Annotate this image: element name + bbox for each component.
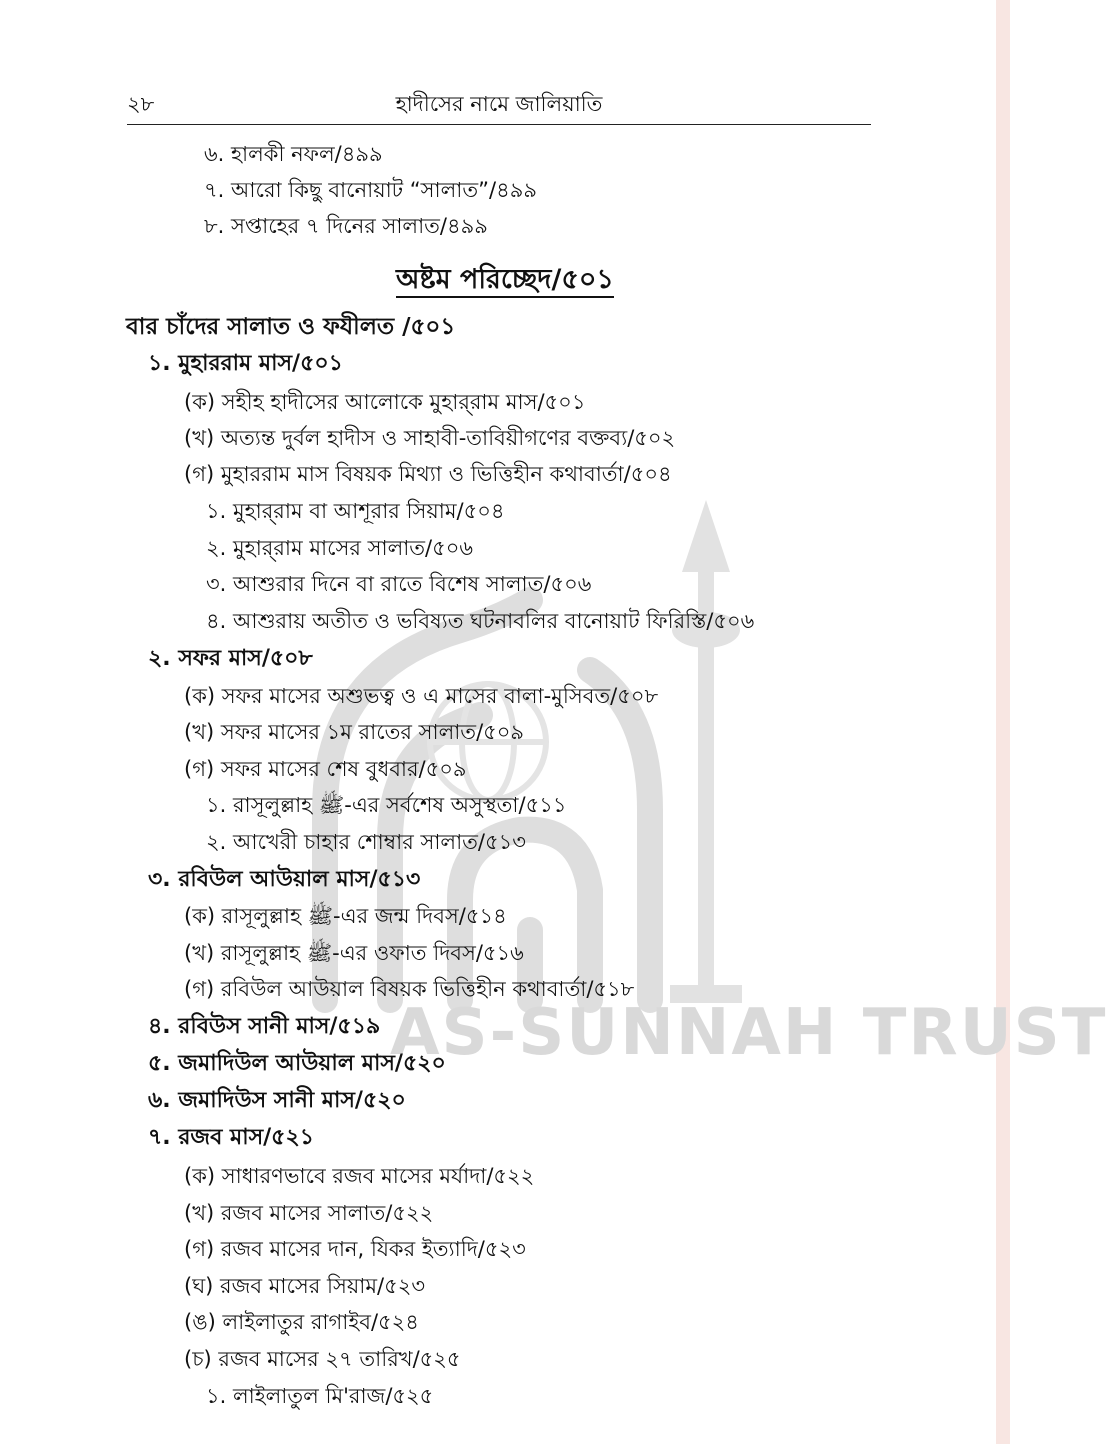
toc-subitem: ১. মুহার্‌রাম বা আশূরার সিয়াম/৫০৪ [206,499,505,523]
month-heading: ৬. জমাদিউস সানী মাস/৫২০ [148,1088,406,1113]
part-heading: বার চাঁদের সালাত ও ফযীলত /৫০১ [126,314,456,340]
toc-item: ৬. হালকী নফল/৪৯৯ [204,142,383,166]
toc-subitem: ১. রাসূলুল্লাহ ﷺ-এর সর্বশেষ অসুস্থতা/৫১১ [206,793,567,817]
toc-subitem: ২. আখেরী চাহার শোম্বার সালাত/৫১৩ [206,830,526,854]
toc-item: (খ) সফর মাসের ১ম রাতের সালাত/৫০৯ [184,720,525,744]
toc-subitem: ২. মুহার্‌রাম মাসের সালাত/৫০৬ [206,536,474,560]
toc-item: (ক) সফর মাসের অশুভত্ব ও এ মাসের বালা-মুসিবত/৫০৮ [184,684,659,708]
page-header [127,86,871,125]
toc-item: ৮. সপ্তাহের ৭ দিনের সালাত/৪৯৯ [204,214,488,238]
running-head: হাদীসের নামে জালিয়াতি [395,92,603,116]
toc-item: (ক) সাধারণভাবে রজব মাসের মর্যাদা/৫২২ [184,1164,535,1188]
month-heading: ৫. জমাদিউল আউয়াল মাস/৫২০ [148,1051,446,1076]
toc-subitem: ৪. আশুরায় অতীত ও ভবিষ্যত ঘটনাবলির বানোয়াট ফিরিস্তি/৫০৬ [206,609,755,633]
month-heading: ৪. রবিউস সানী মাস/৫১৯ [148,1014,381,1039]
chapter-heading-text: অষ্টম পরিচ্ছেদ/৫০১ [396,264,614,298]
toc-item: (খ) অত্যন্ত দুর্বল হাদীস ও সাহাবী-তাবিয়ীগণের বক্তব্য/৫০২ [184,426,676,450]
toc-subitem: ৩. আশুরার দিনে বা রাতে বিশেষ সালাত/৫০৬ [206,572,592,596]
toc-item: (গ) রজব মাসের দান, যিকর ইত্যাদি/৫২৩ [184,1237,526,1261]
page-edge-strip [996,0,1010,1444]
toc-item: (গ) রবিউল আউয়াল বিষয়ক ভিত্তিহীন কথাবার্তা/৫১৮ [184,977,635,1001]
watermark-text: AS-SUNNAH TRUST [390,996,1107,1070]
toc-item: (ক) সহীহ হাদীসের আলোকে মুহার্‌রাম মাস/৫০১ [184,390,586,414]
month-heading: ৭. রজব মাস/৫২১ [148,1125,315,1150]
toc-item: (খ) রজব মাসের সালাত/৫২২ [184,1201,434,1225]
toc-item: (খ) রাসূলুল্লাহ ﷺ-এর ওফাত দিবস/৫১৬ [184,941,524,965]
toc-item: (গ) সফর মাসের শেষ বুধবার/৫০৯ [184,757,467,781]
toc-item: (ঙ) লাইলাতুর রাগাইব/৫২৪ [184,1310,419,1334]
toc-item: (ঘ) রজব মাসের সিয়াম/৫২৩ [184,1274,426,1298]
page-number: ২৮ [127,92,155,116]
month-heading: ১. মুহাররাম মাস/৫০১ [148,351,343,376]
toc-item: ৭. আরো কিছু বানোয়াট “সালাত”/৪৯৯ [204,178,537,202]
toc-item: (গ) মুহাররাম মাস বিষয়ক মিথ্যা ও ভিত্তিহীন কথাবার্তা/৫০৪ [184,462,672,486]
month-heading: ৩. রবিউল আউয়াল মাস/৫১৩ [148,867,421,892]
chapter-heading [0,262,1010,298]
toc-item: (ক) রাসূলুল্লাহ ﷺ-এর জন্ম দিবস/৫১৪ [184,904,507,928]
month-heading: ২. সফর মাস/৫০৮ [148,646,313,671]
toc-item: (চ) রজব মাসের ২৭ তারিখ/৫২৫ [184,1347,461,1371]
toc-subitem: ১. লাইলাতুল মি'রাজ/৫২৫ [206,1384,434,1408]
